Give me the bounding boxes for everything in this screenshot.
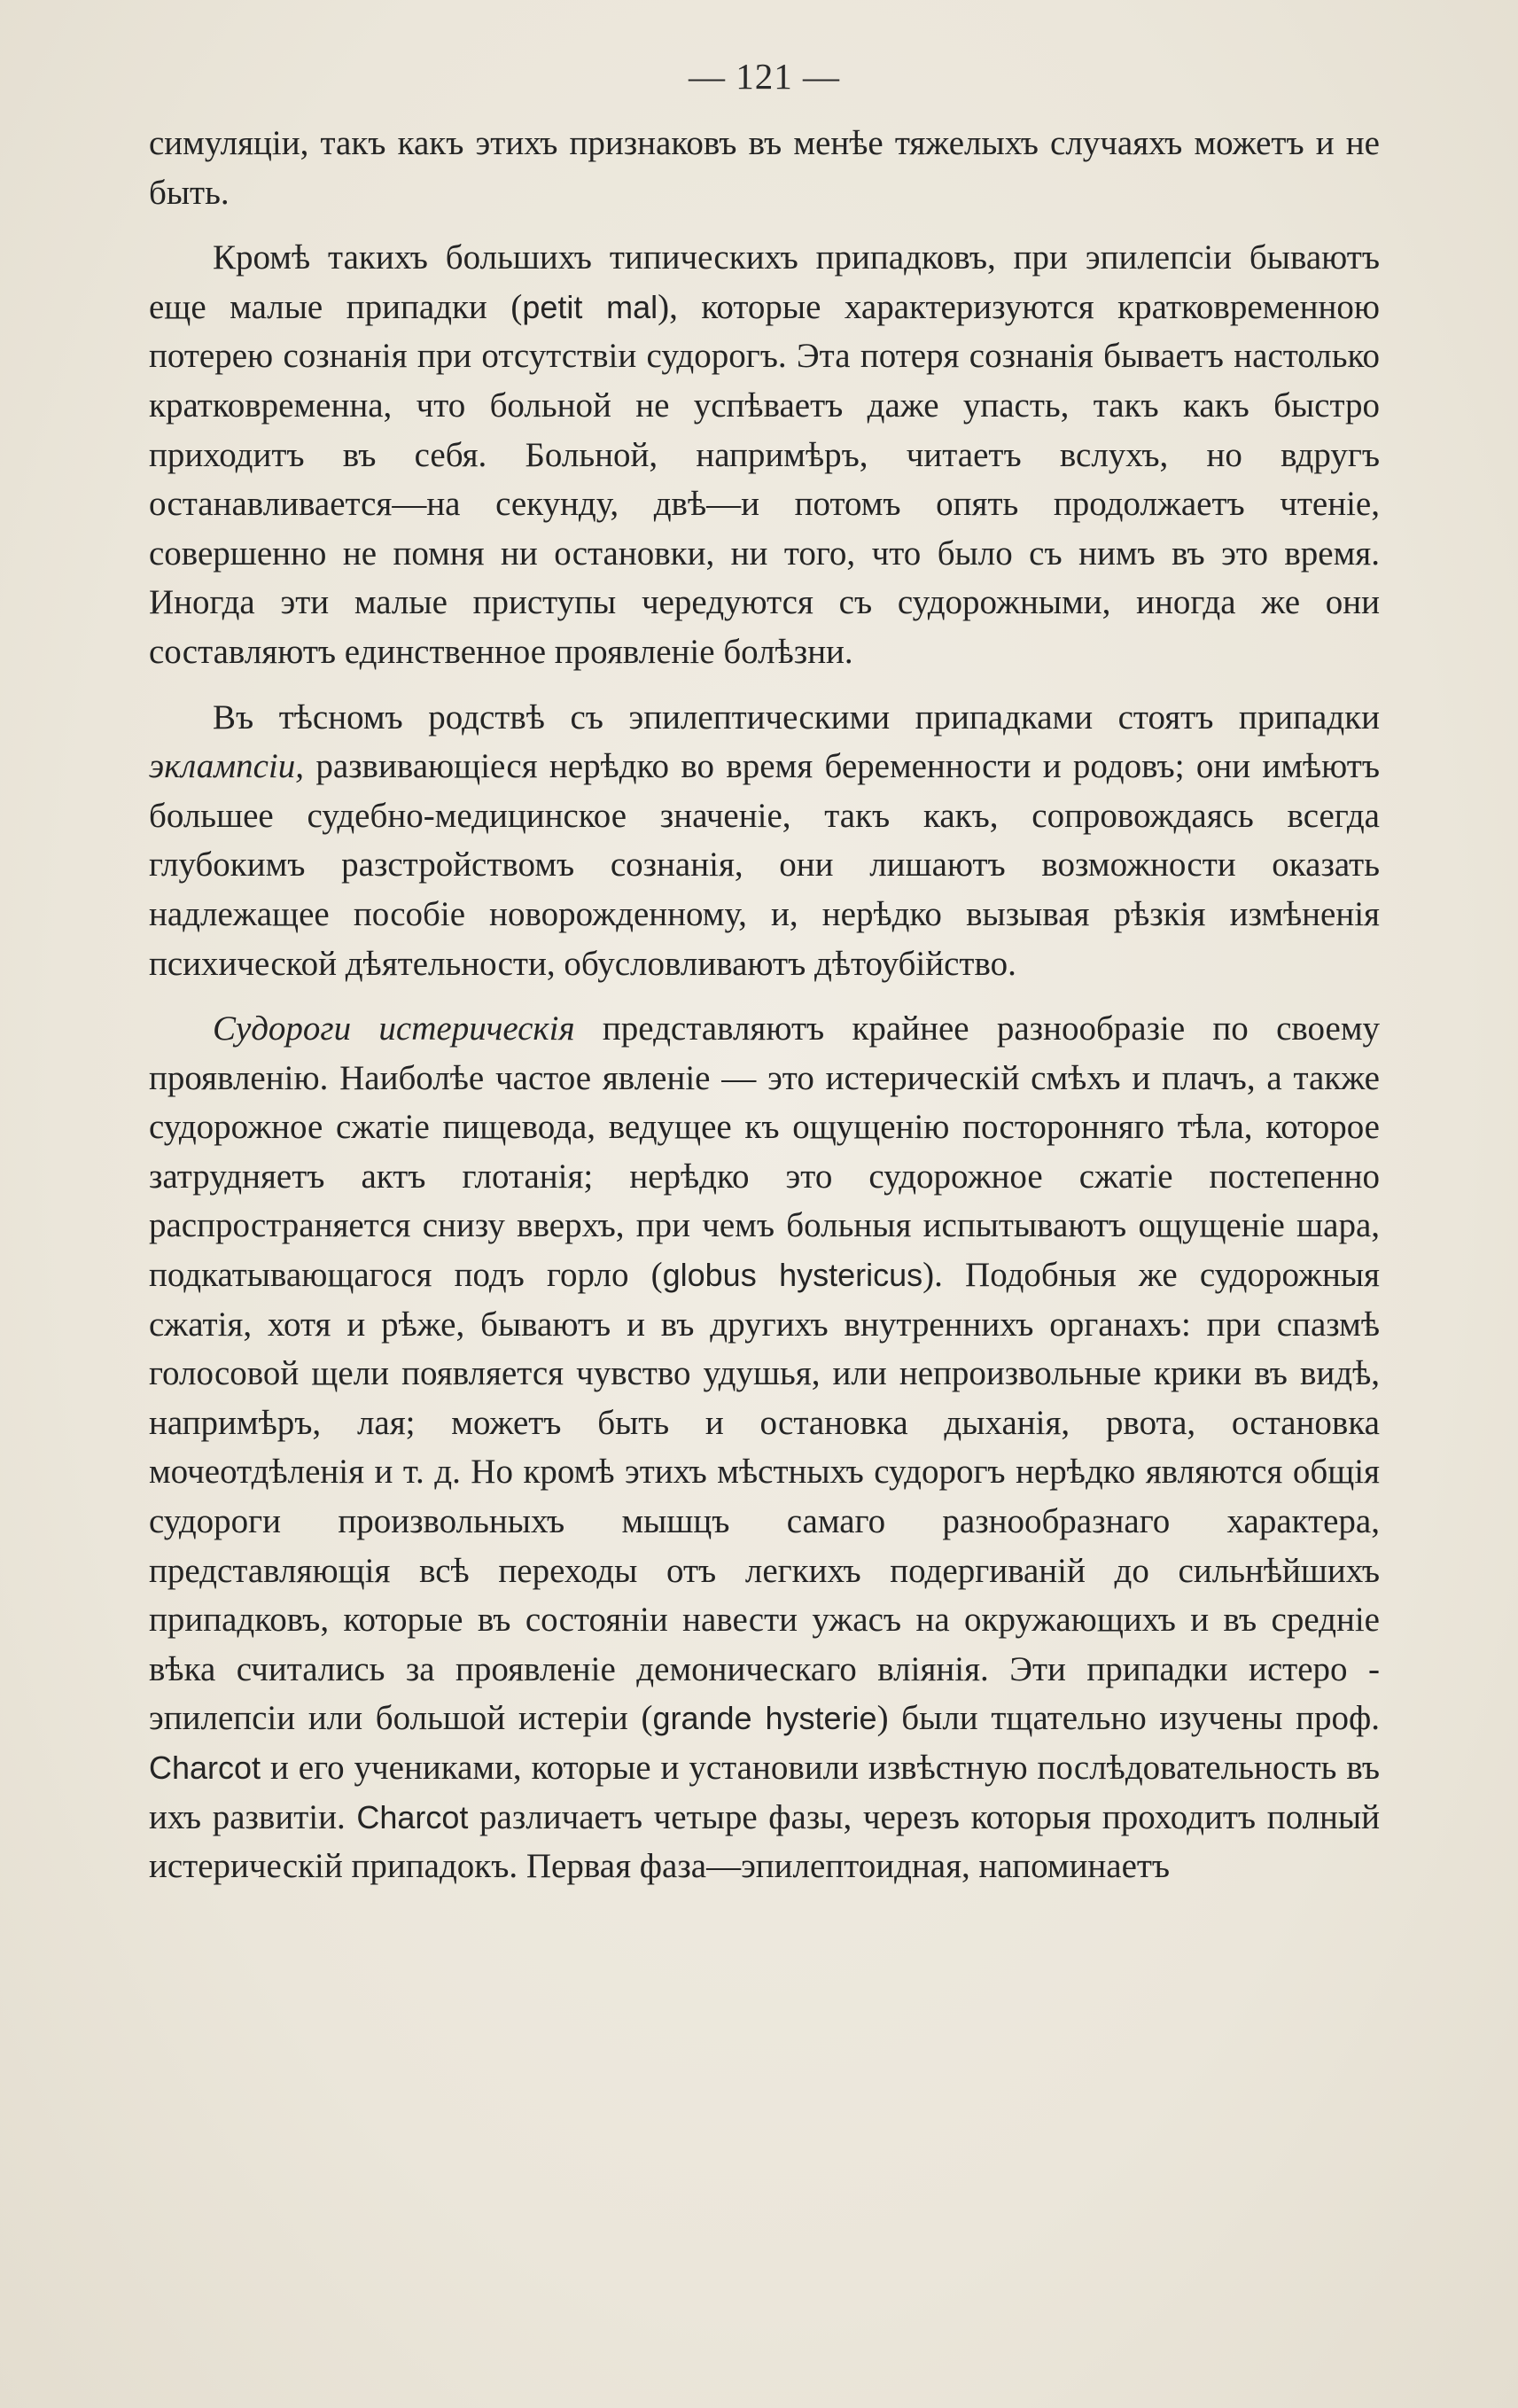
paragraph: [149, 233, 1380, 676]
page-number: — 121 —: [689, 56, 840, 97]
text-run: ), которые характеризуются кратковременною потерею сознанія при отсутствіи судорогъ. Эта потеря сознанія бываетъ настолько кратковременна, что больной не успѣваетъ даже упасть, такъ какъ быстро приходитъ въ себя. Больной, напримѣръ, читаетъ вслухъ, но вдругъ останавливается—на секунду, двѣ—и потомъ опять продолжаетъ чтеніе, совершенно не помня ни остановки, ни того, что было съ нимъ въ это время. Иногда эти малые приступы чередуются съ судорожными, иногда же они составляютъ единственное проявленіе болѣзни.: [149, 287, 1381, 671]
text-run: различаетъ четыре фазы, черезъ которыя проходитъ полный истерическій припадокъ. Первая фаза—эпилептоидная, напоминаетъ: [149, 1797, 1380, 1886]
paragraph: [149, 119, 1380, 217]
latin-term: grande hysterie: [652, 1700, 877, 1737]
text-run: Въ тѣсномъ родствѣ съ эпилептическими припадками стоятъ припадки: [213, 697, 1380, 736]
text-run: Кромѣ такихъ большихъ типическихъ припадковъ, при эпилепсіи бываютъ еще малые припадки (: [149, 238, 1380, 326]
text-run: представляютъ крайнее разнообразіе по своему проявленію. Наиболѣе частое явленіе — это истерическій смѣхъ и плачъ, а также судорожное сжатіе пищевода, ведущее къ ощущенію посторонняго тѣла, которое затрудняетъ актъ глотанія; нерѣдко это судорожное сжатіе постепенно распространяется снизу вверхъ, при чемъ больныя испытываютъ ощущеніе шара, подкатывающагося подъ горло (: [149, 1009, 1380, 1295]
text-run: симуляціи, такъ какъ этихъ признаковъ въ менѣе тяжелыхъ случаяхъ можетъ и не быть.: [149, 124, 1380, 212]
italic-term: Судороги истерическія: [213, 1009, 575, 1048]
text-run: и его учениками, которые и установили извѣстную послѣдовательность въ ихъ развитіи.: [149, 1749, 1380, 1836]
text-run: ) были тщательно изучены проф.: [876, 1699, 1380, 1738]
text-run: ). Подобныя же судорожныя сжатія, хотя и рѣже, бываютъ и въ другихъ внутреннихъ органахъ: при спазмѣ голосовой щели появляется чувство удушья, или непроизвольные крики въ видѣ, напримѣръ, лая; можетъ быть и остановка дыханія, рвота, остановка мочеотдѣленія и т. д. Но кромѣ этихъ мѣстныхъ судорогъ нерѣдко являются общія судороги произвольныхъ мышцъ самаго разнообразнаго характера, представляющія всѣ переходы отъ легкихъ подергиваній до сильнѣйшихъ припадковъ, которые въ состояніи навести ужасъ на окружающихъ и въ средніе вѣка считались за проявленіе демоническаго вліянія. Эти припадки истеро - эпилепсіи или большой истеріи (: [149, 1256, 1380, 1738]
paragraph: [149, 693, 1380, 989]
italic-term: эклампсіи,: [149, 747, 304, 786]
latin-term: globus hystericus: [662, 1257, 923, 1294]
latin-term: petit mal: [522, 288, 658, 325]
latin-term: Charcot: [149, 1750, 261, 1786]
text-run: развивающіеся нерѣдко во время беременности и родовъ; они имѣютъ большее судебно-медицинское значеніе, такъ какъ, сопровождаясь всегда глубокимъ разстройствомъ сознанія, они лишаютъ возможности оказать надлежащее пособіе новорожденному, и, нерѣдко вызывая рѣзкія измѣненія психической дѣятельности, обусловливаютъ дѣтоубійство.: [149, 747, 1380, 983]
paragraph: [149, 1004, 1380, 1891]
body-text: [149, 119, 1380, 1891]
latin-term: Charcot: [356, 1798, 469, 1835]
